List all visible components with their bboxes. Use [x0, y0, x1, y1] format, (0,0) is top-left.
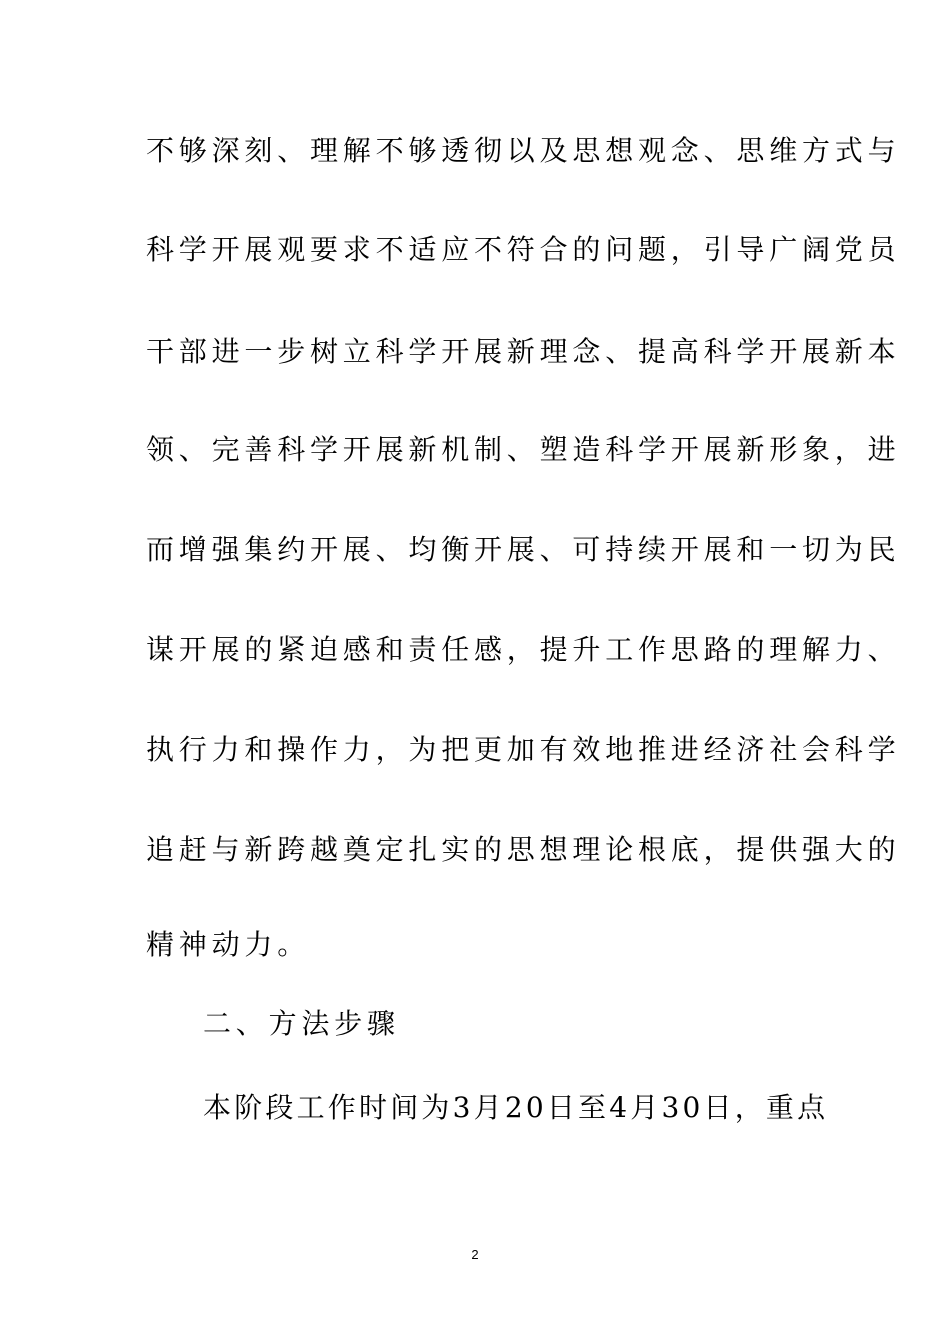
page-number: 2 — [471, 1247, 479, 1262]
body-text-line: 干部进一步树立科学开展新理念、提高科学开展新本 — [146, 335, 901, 368]
body-text-line: 执行力和操作力，为把更加有效地推进经济社会科学 — [146, 733, 901, 766]
body-text-line: 追赶与新跨越奠定扎实的思想理论根底，提供强大的 — [146, 833, 901, 866]
section-heading: 二、方法步骤 — [203, 1007, 400, 1040]
body-text-line: 谋开展的紧迫感和责任感，提升工作思路的理解力、 — [146, 633, 901, 666]
body-text-line: 科学开展观要求不适应不符合的问题，引导广阔党员 — [146, 233, 901, 266]
paragraph-start: 本阶段工作时间为3月20日至4月30日，重点 — [203, 1091, 829, 1124]
body-text-line: 领、完善科学开展新机制、塑造科学开展新形象，进 — [146, 433, 901, 466]
body-text-line: 而增强集约开展、均衡开展、可持续开展和一切为民 — [146, 533, 901, 566]
body-text-line: 不够深刻、理解不够透彻以及思想观念、思维方式与 — [146, 134, 901, 167]
body-text-line: 精神动力。 — [146, 928, 311, 961]
